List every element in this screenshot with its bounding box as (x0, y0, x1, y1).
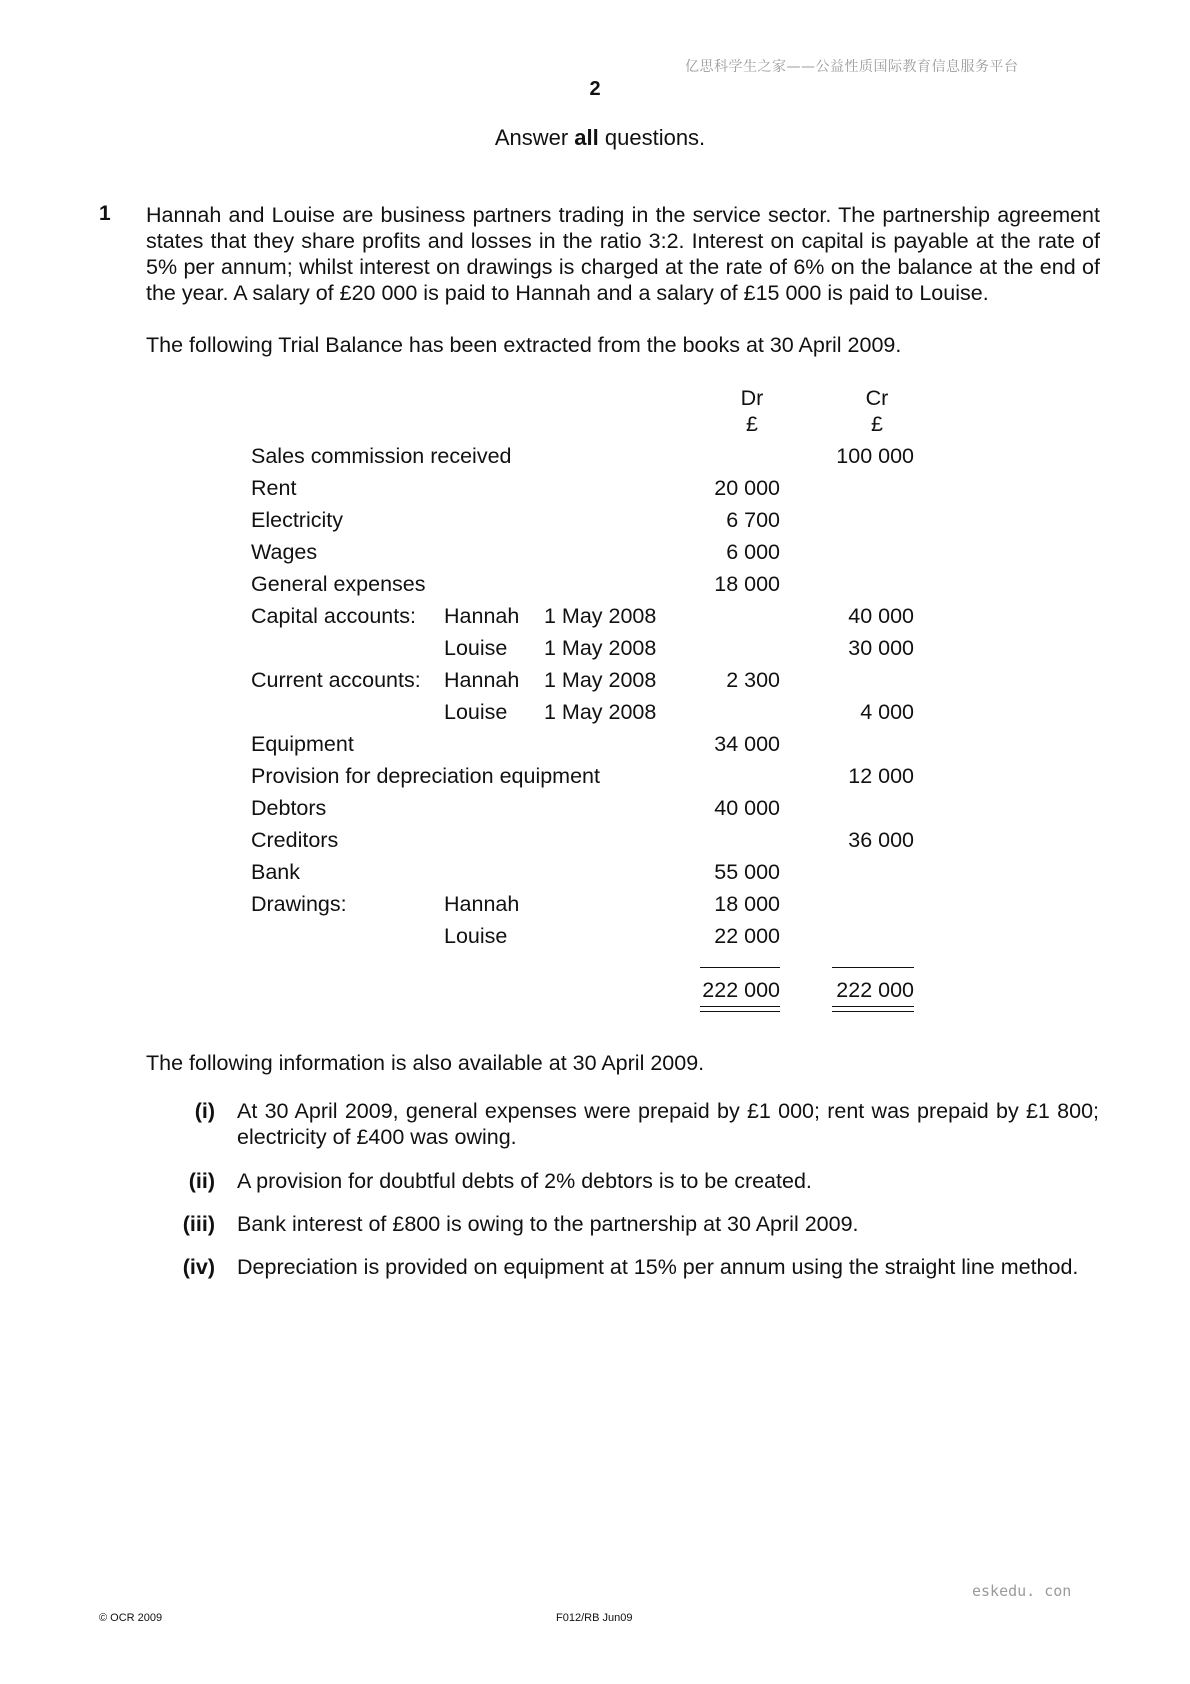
row-dr: 20 000 (714, 476, 780, 500)
row-label: Electricity (251, 508, 343, 532)
row-partner: Louise (444, 636, 508, 660)
instruction (0, 125, 1190, 151)
row-dr: 34 000 (714, 732, 780, 756)
row-cr: 4 000 (860, 700, 914, 724)
row-cr: 12 000 (848, 764, 914, 788)
row-cr: 40 000 (848, 604, 914, 628)
row-dr: 22 000 (714, 924, 780, 948)
row-partner: Louise (444, 700, 508, 724)
row-partner: Hannah (444, 668, 520, 692)
row-date: 1 May 2008 (544, 636, 657, 660)
total-cr: 222 000 (836, 978, 914, 1002)
row-label: Sales commission received (251, 444, 512, 468)
row-dr: 40 000 (714, 796, 780, 820)
footer-watermark: eskedu. con (972, 1582, 1072, 1600)
row-date: 1 May 2008 (544, 604, 657, 628)
header-watermark: 亿思科学生之家——公益性质国际教育信息服务平台 (685, 59, 1019, 75)
dr-header: Dr (740, 386, 764, 410)
footer-copyright: © OCR 2009 (99, 1612, 163, 1624)
question-number: 1 (99, 202, 111, 225)
row-partner: Louise (444, 924, 508, 948)
row-cr: 36 000 (848, 828, 914, 852)
row-dr: 6 000 (726, 540, 780, 564)
row-label: Debtors (251, 796, 327, 820)
instruction-prefix: Answer (494, 125, 575, 150)
trial-balance-intro: The following Trial Balance has been extracted from the books at 30 April 2009. (146, 333, 902, 357)
cr-total-double-rule (832, 1006, 914, 1012)
row-partner: Hannah (444, 604, 520, 628)
dr-currency: £ (746, 412, 758, 436)
row-cr: 100 000 (836, 444, 914, 468)
row-label: Wages (251, 540, 318, 564)
note-label: (iii) (182, 1212, 215, 1236)
row-label: Drawings: (251, 892, 347, 916)
row-dr: 6 700 (726, 508, 780, 532)
note-text: A provision for doubtful debts of 2% debtors is to be created. (237, 1169, 812, 1193)
instruction-bold: all (574, 125, 599, 150)
row-label: Provision for depreciation equipment (251, 764, 600, 788)
footer-paper-code: F012/RB Jun09 (556, 1612, 633, 1624)
row-label: Bank (251, 860, 301, 884)
note-label: (i) (194, 1099, 215, 1123)
row-label: Capital accounts: (251, 604, 416, 628)
row-dr: 18 000 (714, 572, 780, 596)
row-partner: Hannah (444, 892, 520, 916)
row-dr: 18 000 (714, 892, 780, 916)
cr-subtotal-rule (832, 967, 914, 968)
question-intro: Hannah and Louise are business partners trading in the service sector. The partnership agreement states that they share profits and losses in the ratio 3:2. Interest on capital is payable at the rate of 5% per annum; whilst interest on drawings is charged at the rate of 6% on the balance at the end of the year. A salary of £20 000 is paid to Hannah and a salary of £15 000 is paid to Louise. (146, 203, 1100, 305)
note-text: At 30 April 2009, general expenses were prepaid by £1 000; rent was prepaid by £1 800; electricity of £400 was owing. (237, 1099, 1099, 1149)
row-label: Creditors (251, 828, 339, 852)
instruction-suffix: questions. (598, 125, 706, 150)
row-date: 1 May 2008 (544, 700, 657, 724)
cr-currency: £ (871, 412, 883, 436)
row-date: 1 May 2008 (544, 668, 657, 692)
note-label: (ii) (188, 1169, 215, 1193)
dr-subtotal-rule (700, 967, 780, 968)
note-text: Depreciation is provided on equipment at 15% per annum using the straight line method. (237, 1255, 1079, 1279)
dr-total-double-rule (700, 1006, 780, 1012)
row-label: General expenses (251, 572, 426, 596)
additional-info-intro: The following information is also available at 30 April 2009. (146, 1051, 705, 1075)
row-cr: 30 000 (848, 636, 914, 660)
note-label: (iv) (182, 1255, 215, 1279)
note-text: Bank interest of £800 is owing to the partnership at 30 April 2009. (237, 1212, 859, 1236)
cr-header: Cr (865, 386, 889, 410)
page-number: 2 (589, 78, 601, 100)
total-dr: 222 000 (702, 978, 780, 1002)
row-dr: 2 300 (726, 668, 780, 692)
row-label: Equipment (251, 732, 354, 756)
row-label: Current accounts: (251, 668, 421, 692)
row-label: Rent (251, 476, 297, 500)
row-dr: 55 000 (714, 860, 780, 884)
